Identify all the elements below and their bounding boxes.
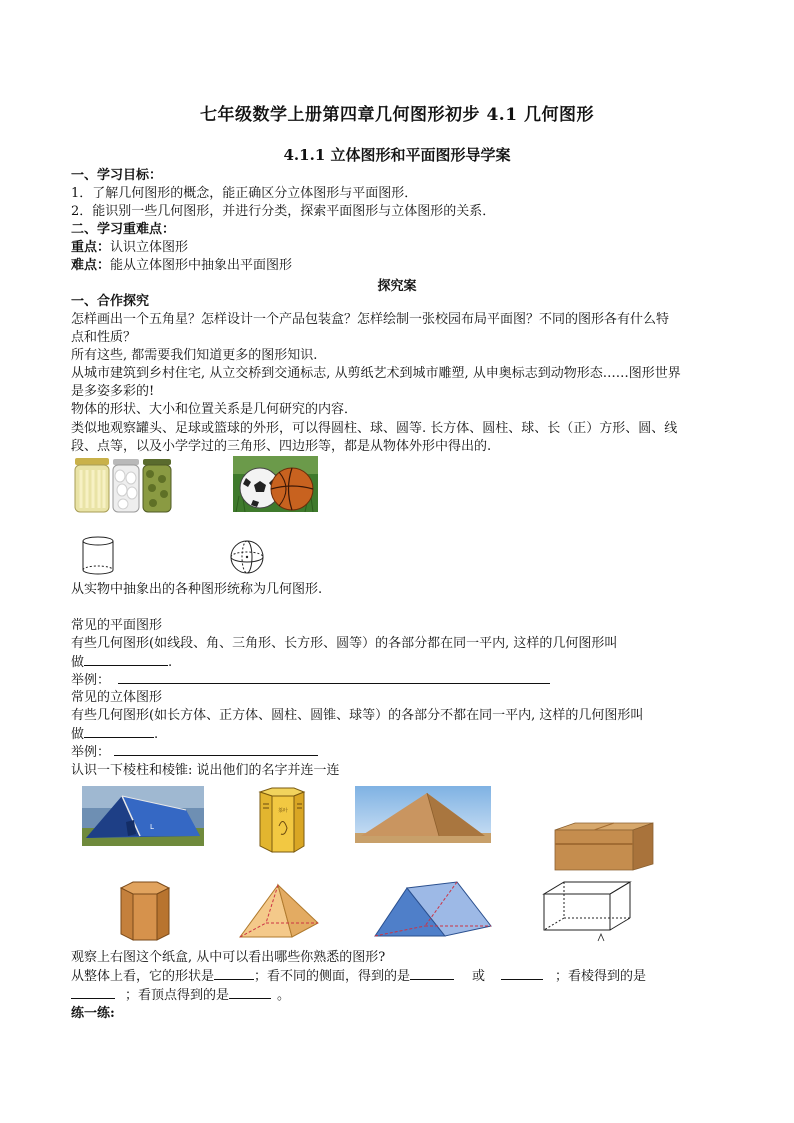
key-point-label: 重点：: [71, 240, 111, 255]
plane-line-2-dot: .: [168, 655, 173, 670]
observe-vertex-text: ；看顶点得到的是: [125, 988, 230, 1003]
cardboard-box-photo: [553, 822, 655, 872]
observe-end-mark: 。: [277, 988, 291, 1003]
solid-line-1: 有些几何图形(如长方体、正方体、圆柱、圆锥、球等）的各部分不都在同一平内, 这样的几何图形叫: [71, 708, 644, 723]
key-points-heading: 二、学习重难点：: [71, 222, 176, 237]
edge-shape-blank[interactable]: [71, 986, 115, 999]
plane-heading: 常见的平面图形: [71, 618, 163, 633]
key-point-text: 认识立体图形: [110, 240, 189, 255]
side-shape-blank-1[interactable]: [410, 967, 454, 980]
explore-line-5: 是多姿多彩的!: [71, 384, 155, 399]
tea-box-label: 茶叶: [277, 808, 288, 814]
explore-line-8: 段、点等，以及小学学过的三角形、四边形等，都是从物体外形中得出的.: [71, 439, 492, 454]
square-pyramid-drawing: [238, 883, 320, 941]
triangular-prism-drawing: [373, 880, 493, 938]
svg-text:L: L: [150, 823, 154, 831]
observe-line-1: 观察上右图这个纸盒, 从中可以看出哪些你熟悉的图形?: [71, 950, 386, 965]
solid-line-2-prefix: 做: [71, 727, 85, 742]
explore-line-1: 怎样画出一个五角星？怎样设计一个产品包装盒？怎样绘制一张校园布局平面图？不同的图形各有什么特: [71, 312, 670, 327]
observe-line-3: [71, 986, 290, 1004]
balls-photo: [233, 456, 318, 512]
solid-heading: 常见的立体图形: [71, 690, 163, 705]
observe-overall-text: 从整体上看，它的形状是: [71, 969, 215, 984]
explore-line-3: 所有这些, 都需要我们知道更多的图形知识.: [71, 348, 318, 363]
overall-shape-blank[interactable]: [214, 967, 254, 980]
solid-example-label: 举例：: [71, 745, 111, 760]
hexagonal-prism-drawing: [117, 880, 173, 942]
explore-section-title: 探究案: [377, 279, 417, 294]
explore-line-7: 类似地观察罐头、足球或篮球的外形，可以得圆柱、球、圆等. 长方体、圆柱、球、长（正）方形、圆、线: [71, 421, 678, 436]
tea-box-drawing: [252, 786, 308, 856]
tent-photo: [82, 786, 204, 846]
explore-heading: 一、合作探究: [71, 294, 150, 309]
difficulty-text: 能从立体图形中抽象出平面图形: [110, 258, 293, 273]
plane-example-label: 举例：: [71, 673, 111, 688]
practice-heading: 练一练:: [71, 1006, 115, 1021]
observe-edge-text: ；看棱得到的是: [555, 969, 647, 984]
wireframe-cuboid-drawing: [542, 880, 634, 942]
observe-or-text: 或: [472, 969, 486, 984]
solid-example-line: [71, 743, 318, 761]
difficulty-label: 难点：: [71, 258, 111, 273]
vertex-shape-blank[interactable]: [229, 986, 271, 999]
plane-example-line: [71, 671, 550, 689]
objective-item-1: 1．了解几何图形的概念，能正确区分立体图形与平面图形．: [71, 186, 418, 201]
sphere-drawing: [228, 538, 266, 576]
plane-line-1: 有些几何图形(如线段、角、三角形、长方形、圆等）的各部分都在同一平内, 这样的几何图形叫: [71, 636, 618, 651]
plane-example-blank[interactable]: [118, 671, 550, 684]
key-point-line: [71, 239, 188, 256]
solid-line-2: [71, 725, 158, 743]
solid-line-2-dot: .: [154, 727, 159, 742]
abstract-definition: 从实物中抽象出的各种图形统称为几何图形.: [71, 582, 323, 597]
plane-line-2-prefix: 做: [71, 655, 85, 670]
pyramid-photo: [355, 786, 491, 843]
page-title: 七年级数学上册第四章几何图形初步 4.1 几何图形: [200, 105, 594, 125]
objective-item-2: 2．能识别一些几何图形，并进行分类，探索平面图形与立体图形的关系．: [71, 204, 496, 219]
solid-term-blank[interactable]: [84, 725, 154, 738]
explore-line-6: 物体的形状、大小和位置关系是几何研究的内容．: [71, 402, 358, 417]
plane-line-2: [71, 653, 172, 671]
page-subtitle: 4.1.1 立体图形和平面图形导学案: [283, 146, 511, 164]
explore-line-4: 从城市建筑到乡村住宅, 从立交桥到交通标志, 从剪纸艺术到城市雕塑, 从申奥标志到动物形态……图形世界: [71, 366, 681, 381]
jars-photo: [73, 456, 173, 514]
observe-side-text: ；看不同的侧面，得到的是: [254, 969, 411, 984]
prism-intro: 认识一下棱柱和棱锥: 说出他们的名字并连一连: [71, 763, 340, 778]
difficulty-line: [71, 257, 292, 274]
side-shape-blank-2[interactable]: [501, 967, 543, 980]
cylinder-drawing: [78, 535, 118, 577]
plane-term-blank[interactable]: [84, 653, 168, 666]
observe-line-2: [71, 967, 646, 985]
explore-line-2: 点和性质？: [71, 330, 137, 345]
solid-example-blank[interactable]: [114, 743, 318, 756]
objectives-heading: 一、学习目标：: [71, 168, 163, 183]
